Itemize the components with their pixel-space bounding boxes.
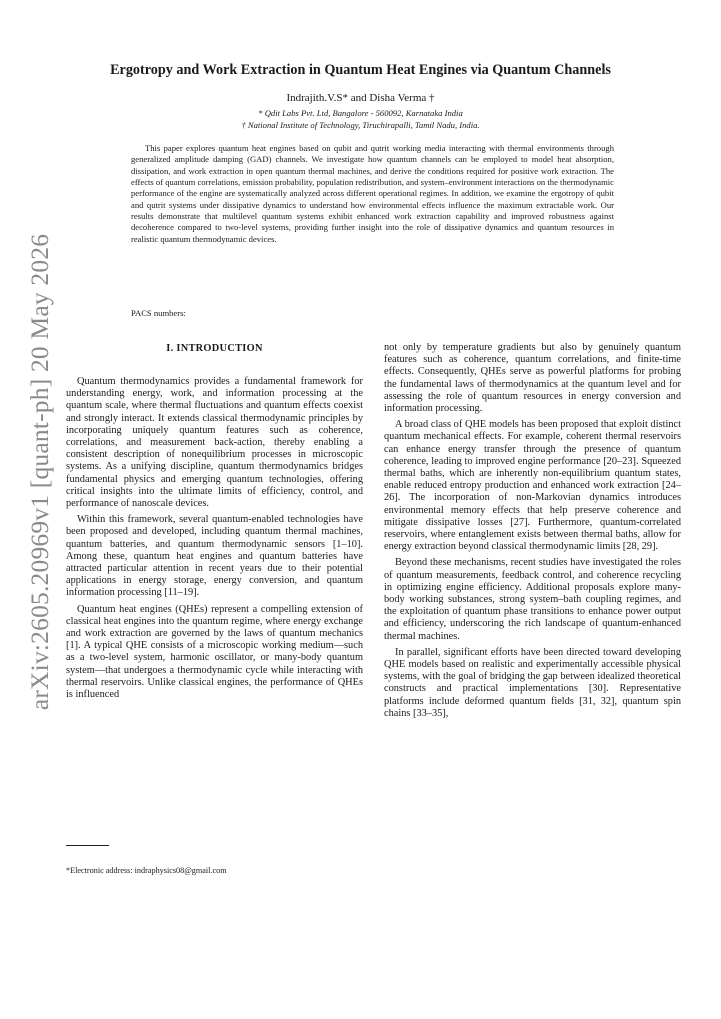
paper-title: Ergotropy and Work Extraction in Quantum Heat Engines via Quantum Channels — [110, 62, 611, 78]
paragraph: Quantum heat engines (QHEs) represent a compelling extension of classical heat engines into the quantum regime, where energy exchange and work extraction are governed by the laws of quantum mechanics [1]. A typical QHE consists of a microscopic working medium—such as a two-level system, harmonic oscillator, or many-body quantum system—that undergoes a thermodynamic cycle while interacting with thermal reservoirs. Unlike classical engines, the performance of QHEs is influenced — [66, 603, 363, 701]
affiliation-2: † National Institute of Technology, Tiruchirapalli, Tamil Nadu, India. — [241, 120, 480, 130]
right-column — [384, 342, 681, 720]
abstract-text: This paper explores quantum heat engines based on qubit and qutrit working media interacting with thermal environments through generalized amplitude damping (GAD) channels. We investigate how quantum channels can be employed to model heat absorption, dissipation, and work extraction in open quantum thermal machines, and derive the conditions required for positive work extraction. The effects of quantum correlations, emission probability, population redistribution, and system–environment interactions on the thermodynamic performance of the engine are systematically analyzed across different operational regimes. In addition, we examine the ergotropy of qubit and qutrit systems under dissipative dynamics to understand how environmental effects influence the maximum extractable work. Our results demonstrate that multilevel quantum systems exhibit enhanced work extraction capability and improved robustness against decoherence compared to two-level systems, providing further insight into the role of dissipative dynamics and quantum resources in realistic quantum thermodynamic devices. — [131, 143, 614, 244]
paper-authors: Indrajith.V.S* and Disha Verma † — [286, 92, 435, 104]
abstract — [131, 143, 614, 245]
pacs-numbers: PACS numbers: — [131, 308, 186, 318]
paragraph: Within this framework, several quantum-enabled technologies have been proposed and developed, including quantum thermal machines, quantum batteries, and quantum thermodynamic sensors [1–10]. Among these, quantum heat engines and quantum batteries have attracted particular attention in recent years due to their potential applications in energy storage, energy conversion, and quantum information processing [11–19]. — [66, 514, 363, 599]
arxiv-sidebar-stamp — [22, 0, 58, 1019]
arxiv-identifier: arXiv:2605.20969v1 [quant-ph] 20 May 2026 — [25, 233, 54, 711]
footnote-rule — [66, 845, 109, 846]
paragraph: A broad class of QHE models has been proposed that exploit distinct quantum mechanical effects. For example, coherent thermal reservoirs can enhance energy transfer through the presence of quantum coherence, leading to improved engine performance [20–23]. Squeezed thermal baths, which are inherently non-equilibrium quantum states, enable reduced entropy production and enhanced work extraction [24–26]. The incorporation of non-Markovian dynamics introduces environmental memory effects that help preserve coherence and mitigate dissipative losses [27]. Furthermore, quantum-correlated reservoirs, where entanglement exists between thermal baths, allow for energy extraction beyond classical thermodynamic limits [28, 29]. — [384, 419, 681, 553]
paragraph-continued: not only by temperature gradients but also by genuinely quantum features such as coherence, quantum correlations, and finite-time effects. Consequently, QHEs serve as powerful platforms for probing the fundamental laws of thermodynamics at the quantum level and for assessing the role of quantum resources in energy conversion and information processing. — [384, 342, 681, 415]
affiliation-1: * Qdit Labs Pvt. Ltd, Bangalore - 560092, Karnataka India — [258, 108, 463, 118]
footnote-email: *Electronic address: indraphysics08@gmail.com — [66, 866, 227, 875]
left-column — [66, 376, 363, 701]
paragraph: Quantum thermodynamics provides a fundamental framework for understanding energy, work, and information processing at the quantum scale, where thermal fluctuations and quantum effects coexist and strongly interact. It extends classical thermodynamic principles by incorporating uniquely quantum features such as coherence, correlations, and measurement back-action, thereby enabling a consistent description of nonequilibrium processes in microscopic systems. As a unifying discipline, quantum thermodynamics bridges fundamental physics and emerging quantum technologies, offering critical insights into the ultimate limits of efficiency, control, and performance of nanoscale devices. — [66, 376, 363, 510]
section-heading-introduction: I. INTRODUCTION — [166, 343, 263, 354]
paragraph: Beyond these mechanisms, recent studies have investigated the roles of quantum measurements, feedback control, and coherence recycling in optimizing engine efficiency. Additional proposals explore many-body working substances, strong system–bath coupling regimes, and the exploitation of quantum phase transitions to enhance power output and efficiency, underscoring the rich landscape of quantum-enhanced thermal machines. — [384, 557, 681, 642]
paragraph: In parallel, significant efforts have been directed toward developing QHE models based on realistic and experimentally accessible physical systems, with the goal of bridging the gap between idealized theoretical constructs and practical implementations [30]. Representative platforms include deformed quantum fields [31, 32], quantum spin chains [33–35], — [384, 646, 681, 719]
